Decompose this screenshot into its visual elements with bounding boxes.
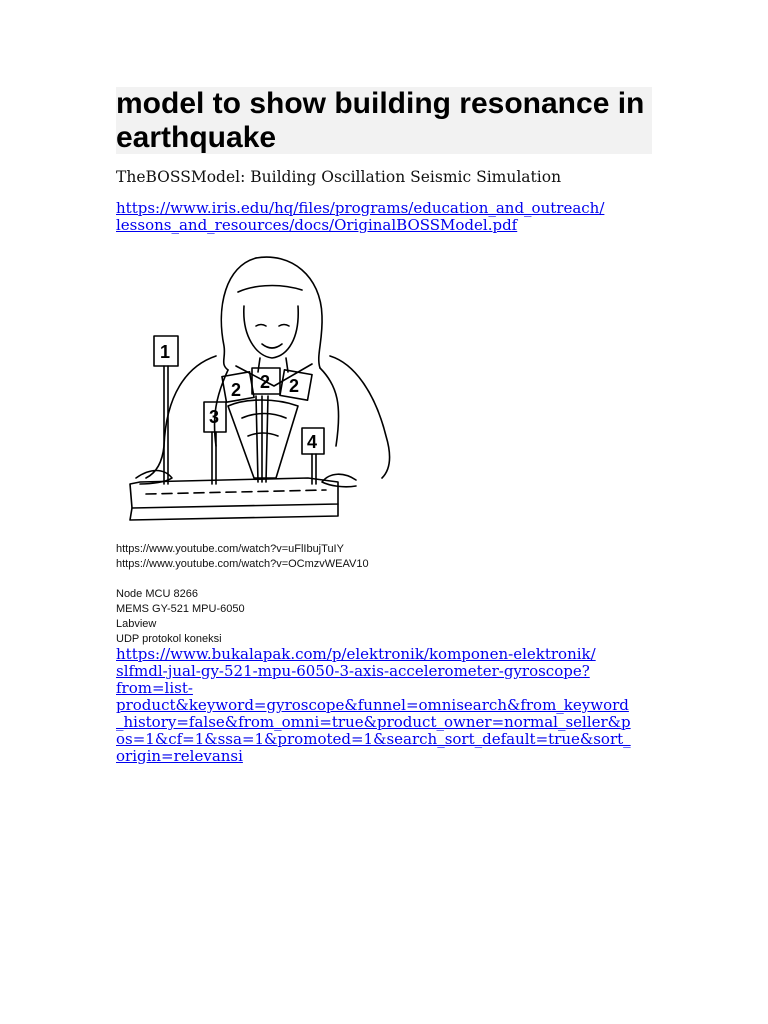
label-3: 3 <box>209 407 220 427</box>
label-2a: 2 <box>231 380 242 400</box>
youtube-links <box>116 542 369 572</box>
bukalapak-product-link[interactable] <box>116 646 631 765</box>
note-labview: Labview <box>116 618 157 630</box>
bukalapak-link-line-5: _history=false&from_omni=true&product_owner=normal_seller&p <box>116 713 631 731</box>
bukalapak-link-line-4: product&keyword=gyroscope&funnel=omnisearch&from_keyword <box>116 696 629 714</box>
bukalapak-link-line-1: https://www.bukalapak.com/p/elektronik/komponen-elektronik/ <box>116 645 596 663</box>
note-nodemcu: Node MCU 8266 <box>116 588 198 600</box>
note-mems: MEMS GY-521 MPU-6050 <box>116 603 245 615</box>
iris-link-line-1: https://www.iris.edu/hq/files/programs/education_and_outreach/ <box>116 199 605 217</box>
note-udp: UDP protokol koneksi <box>116 633 222 645</box>
iris-pdf-link[interactable] <box>116 200 604 234</box>
bukalapak-link-line-6: os=1&cf=1&ssa=1&promoted=1&search_sort_default=true&sort_ <box>116 730 631 748</box>
bukalapak-link-line-3: from=list- <box>116 679 193 697</box>
iris-link-line-2: lessons_and_resources/docs/OriginalBOSSModel.pdf <box>116 216 518 234</box>
subtitle: TheBOSSModel: Building Oscillation Seismic Simulation <box>116 168 562 186</box>
boss-model-illustration <box>116 246 422 526</box>
label-2b: 2 <box>260 372 271 392</box>
bukalapak-link-line-7: origin=relevansi <box>116 747 243 765</box>
bukalapak-link-line-2: slfmdl-jual-gy-521-mpu-6050-3-axis-accelerometer-gyroscope? <box>116 662 590 680</box>
label-1: 1 <box>160 342 171 362</box>
label-4: 4 <box>307 432 318 452</box>
youtube-link-2[interactable]: https://www.youtube.com/watch?v=OCmzvWEAV10 <box>116 558 369 570</box>
youtube-link-1[interactable]: https://www.youtube.com/watch?v=uFlIbujTuIY <box>116 543 344 555</box>
page-title: model to show building resonance in earthquake <box>116 87 652 154</box>
component-notes <box>116 587 245 647</box>
label-2c: 2 <box>289 376 300 396</box>
